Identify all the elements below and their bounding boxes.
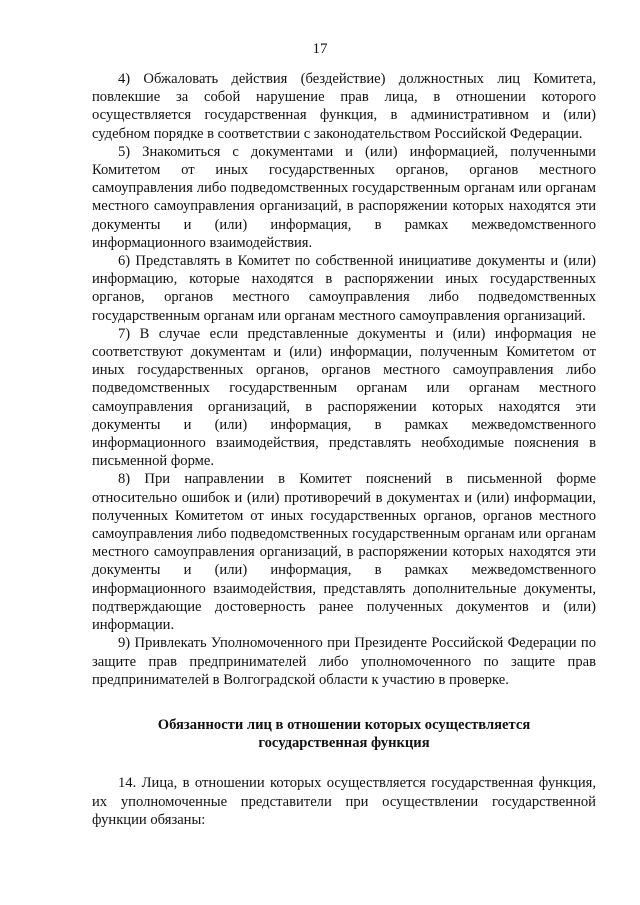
paragraph-item-6: 6) Представлять в Комитет по собственной инициативе документы и (или) информацию, которые находятся в распоряжении иных государственных органов, органов местного самоуправления либо подведомственных государственным органам или органам местного самоуправления организаций. — [92, 253, 596, 324]
document-body — [92, 70, 596, 829]
page-number: 17 — [312, 41, 328, 57]
paragraph-item-9: 9) Привлекать Уполномоченного при Президенте Российской Федерации по защите прав предпринимателей либо уполномоченного по защите прав предпринимателей в Волгоградской области к участию в проверке. — [92, 635, 596, 688]
paragraph-item-7: 7) В случае если представленные документы и (или) информация не соответствуют документам и (или) информации, полученным Комитетом от иных государственных органов, органов местного самоуправления либо подведомственных государственным органам или органам местного самоуправления организаций, в распоряжении которых находятся эти документы и (или) информация, в рамках межведомственного информационного взаимодействия, представлять необходимые пояснения в письменной форме. — [92, 325, 596, 470]
section-heading-line-1: Обязанности лиц в отношении которых осуществляется — [157, 716, 531, 733]
paragraph-item-5: 5) Знакомиться с документами и (или) информацией, полученными Комитетом от иных государственных органов, органов местного самоуправления либо подведомственных государственным органам или органам местного самоуправления организаций, в распоряжении которых находятся эти документы и (или) информация, в рамках межведомственного информационного взаимодействия. — [92, 143, 596, 251]
section-heading — [92, 716, 596, 752]
paragraph-item-8: 8) При направлении в Комитет пояснений в письменной форме относительно ошибок и (или) противоречий в документах и (или) информации, полученных Комитетом от иных государственных органов, органов местного самоуправления либо подведомственных государственным органам или органам местного самоуправления организаций, в распоряжении которых находятся эти документы и (или) информация, в рамках межведомственного информационного взаимодействия, представлять дополнительные документы, подтверждающие достоверность ранее полученных документов и (или) информации. — [92, 471, 596, 634]
paragraph-item-4: 4) Обжаловать действия (бездействие) должностных лиц Комитета, повлекшие за собой нарушение прав лица, в отношении которого осуществляется государственная функция, в административном и (или) судебном порядке в соответствии с законодательством Российской Федерации. — [92, 71, 596, 142]
section-heading-line-2: государственная функция — [258, 735, 430, 752]
paragraph-14: 14. Лица, в отношении которых осуществляется государственная функция, их уполномоченные представители при осуществлении государственной функции обязаны: — [92, 775, 596, 828]
